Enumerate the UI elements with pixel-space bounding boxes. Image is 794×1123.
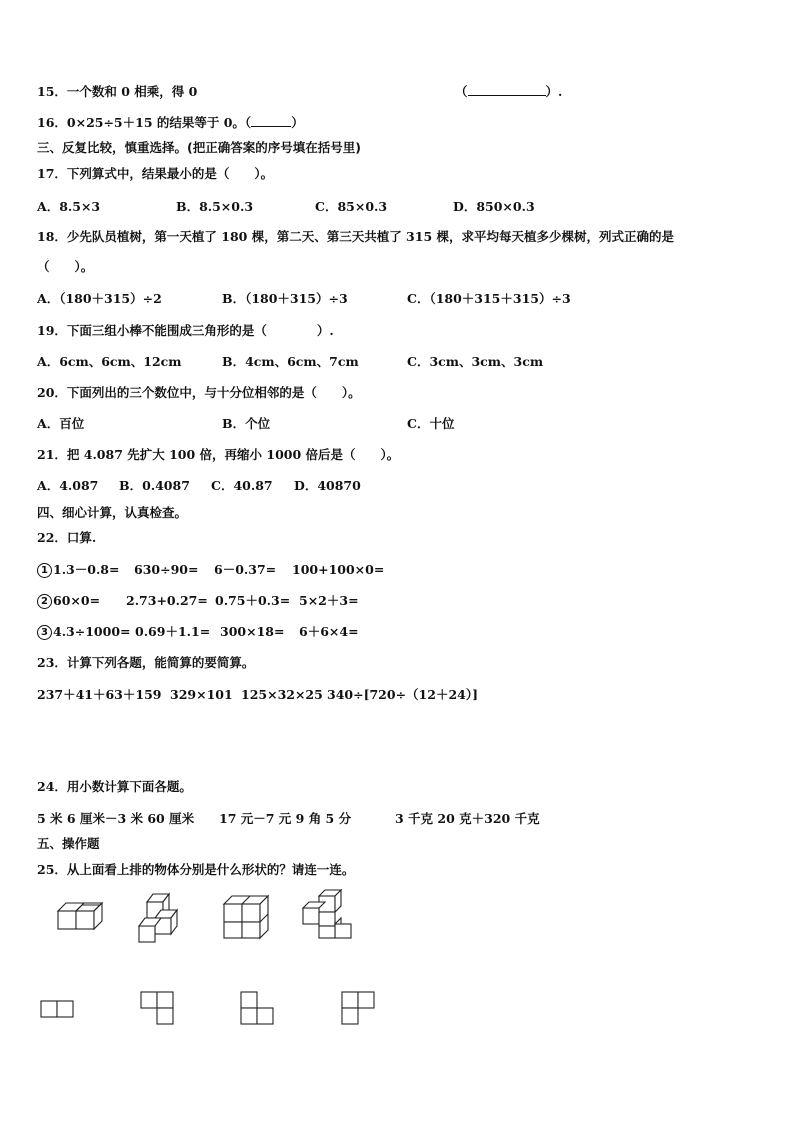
question-18-stem-cont: （ ）。 bbox=[37, 259, 94, 274]
q22-row-3-item-2: 0.69＋1.1= bbox=[135, 624, 211, 639]
view-two-squares-icon[interactable] bbox=[40, 999, 80, 1021]
question-15-text: 15．一个数和 0 相乘，得 0 bbox=[37, 84, 198, 99]
q21-option-c[interactable]: C．40.87 bbox=[211, 478, 273, 493]
q19-option-c[interactable]: C．3cm、3cm、3cm bbox=[407, 354, 544, 369]
circled-number-2: 2 bbox=[37, 594, 52, 609]
q19-option-b[interactable]: B．4cm、6cm、7cm bbox=[222, 354, 359, 369]
circled-number-3: 3 bbox=[37, 625, 52, 640]
q24-item-3: 3 千克 20 克＋320 千克 bbox=[395, 811, 540, 826]
question-19-stem: 19．下面三组小棒不能围成三角形的是（ ）. bbox=[37, 323, 334, 338]
question-18-stem: 18．少先队员植树，第一天植了 180 棵，第二天、第三天共植了 315 棵，求平均每天植多少棵树，列式正确的是 bbox=[37, 229, 674, 244]
section-5-title: 五、操作题 bbox=[37, 836, 100, 851]
paren-open: （ bbox=[455, 84, 468, 99]
q22-row-3-item-4: 6＋6×4= bbox=[299, 624, 359, 639]
q22-row-1-item-1: 1 1.3－0.8= bbox=[37, 562, 119, 578]
question-17-stem: 17．下列算式中，结果最小的是（ ）。 bbox=[37, 166, 274, 181]
q20-option-a[interactable]: A．百位 bbox=[37, 416, 85, 431]
q23-item-4: 340÷[720÷（12＋24）] bbox=[327, 687, 479, 702]
q22-row-2-item-3: 0.75＋0.3= bbox=[215, 593, 291, 608]
cube-stack-3-icon[interactable] bbox=[218, 890, 278, 950]
answer-blank-16[interactable] bbox=[251, 115, 291, 127]
cube-stack-1-icon[interactable] bbox=[52, 895, 112, 945]
answer-blank-15[interactable] bbox=[468, 84, 546, 96]
q22-row-2-item-2: 2.73+0.27= bbox=[126, 593, 208, 608]
q23-item-1: 237＋41＋63＋159 bbox=[37, 687, 162, 702]
q22-row-2-item-1: 2 60×0= bbox=[37, 593, 100, 609]
view-shape-d-icon[interactable] bbox=[341, 991, 381, 1031]
cube-stack-4-icon[interactable] bbox=[297, 886, 357, 946]
question-25-stem: 25．从上面看上排的物体分别是什么形状的？请连一连。 bbox=[37, 862, 355, 877]
question-15 bbox=[37, 84, 197, 100]
question-16 bbox=[37, 115, 304, 131]
question-21-stem: 21．把 4.087 先扩大 100 倍，再缩小 1000 倍后是（ ）。 bbox=[37, 447, 400, 462]
paren-close: ）. bbox=[545, 84, 563, 99]
q18-option-b[interactable]: B．（180＋315）÷3 bbox=[222, 291, 348, 306]
q21-option-d[interactable]: D．40870 bbox=[294, 478, 361, 493]
q22-row-1-item-2: 630÷90= bbox=[134, 562, 199, 577]
paren-close: ） bbox=[291, 115, 304, 130]
section-4-title: 四、细心计算，认真检查。 bbox=[37, 505, 188, 520]
q19-option-a[interactable]: A．6cm、6cm、12cm bbox=[37, 354, 182, 369]
question-20-stem: 20．下面列出的三个数位中，与十分位相邻的是（ ）。 bbox=[37, 385, 361, 400]
q18-option-c[interactable]: C．（180＋315＋315）÷3 bbox=[407, 291, 571, 306]
q24-item-1: 5 米 6 厘米－3 米 60 厘米 bbox=[37, 811, 195, 826]
q20-option-c[interactable]: C．十位 bbox=[407, 416, 455, 431]
q21-option-a[interactable]: A．4.087 bbox=[37, 478, 99, 493]
question-23-stem: 23．计算下列各题，能简算的要简算。 bbox=[37, 655, 255, 670]
circled-number-1: 1 bbox=[37, 563, 52, 578]
view-shape-b-icon[interactable] bbox=[140, 991, 180, 1031]
q17-option-d[interactable]: D．850×0.3 bbox=[453, 199, 535, 214]
q22-row-1-item-3: 6－0.37= bbox=[214, 562, 277, 577]
q22-row-1-item-4: 100+100×0= bbox=[292, 562, 385, 577]
q17-option-b[interactable]: B．8.5×0.3 bbox=[176, 199, 254, 214]
view-shape-c-icon[interactable] bbox=[240, 991, 280, 1031]
question-24-stem: 24．用小数计算下面各题。 bbox=[37, 779, 192, 794]
q22-row-3-item-3: 300×18= bbox=[220, 624, 285, 639]
q23-item-2: 329×101 bbox=[170, 687, 233, 702]
q18-option-a[interactable]: A．（180＋315）÷2 bbox=[37, 291, 162, 306]
section-3-title: 三、反复比较，慎重选择。(把正确答案的序号填在括号里) bbox=[37, 140, 361, 155]
question-22-stem: 22．口算. bbox=[37, 530, 97, 545]
q17-option-c[interactable]: C．85×0.3 bbox=[315, 199, 388, 214]
q20-option-b[interactable]: B．个位 bbox=[222, 416, 271, 431]
q21-option-b[interactable]: B．0.4087 bbox=[119, 478, 190, 493]
question-16-text: 16．0×25÷5＋15 的结果等于 0。（ bbox=[37, 115, 252, 130]
q22-row-3-item-1: 3 4.3÷1000= bbox=[37, 624, 130, 640]
q22-row-2-item-4: 5×2＋3= bbox=[299, 593, 359, 608]
q24-item-2: 17 元－7 元 9 角 5 分 bbox=[219, 811, 352, 826]
q17-option-a[interactable]: A．8.5×3 bbox=[37, 199, 101, 214]
q23-item-3: 125×32×25 bbox=[241, 687, 323, 702]
cube-stack-2-icon[interactable] bbox=[133, 888, 193, 948]
question-15-answer bbox=[455, 84, 562, 100]
